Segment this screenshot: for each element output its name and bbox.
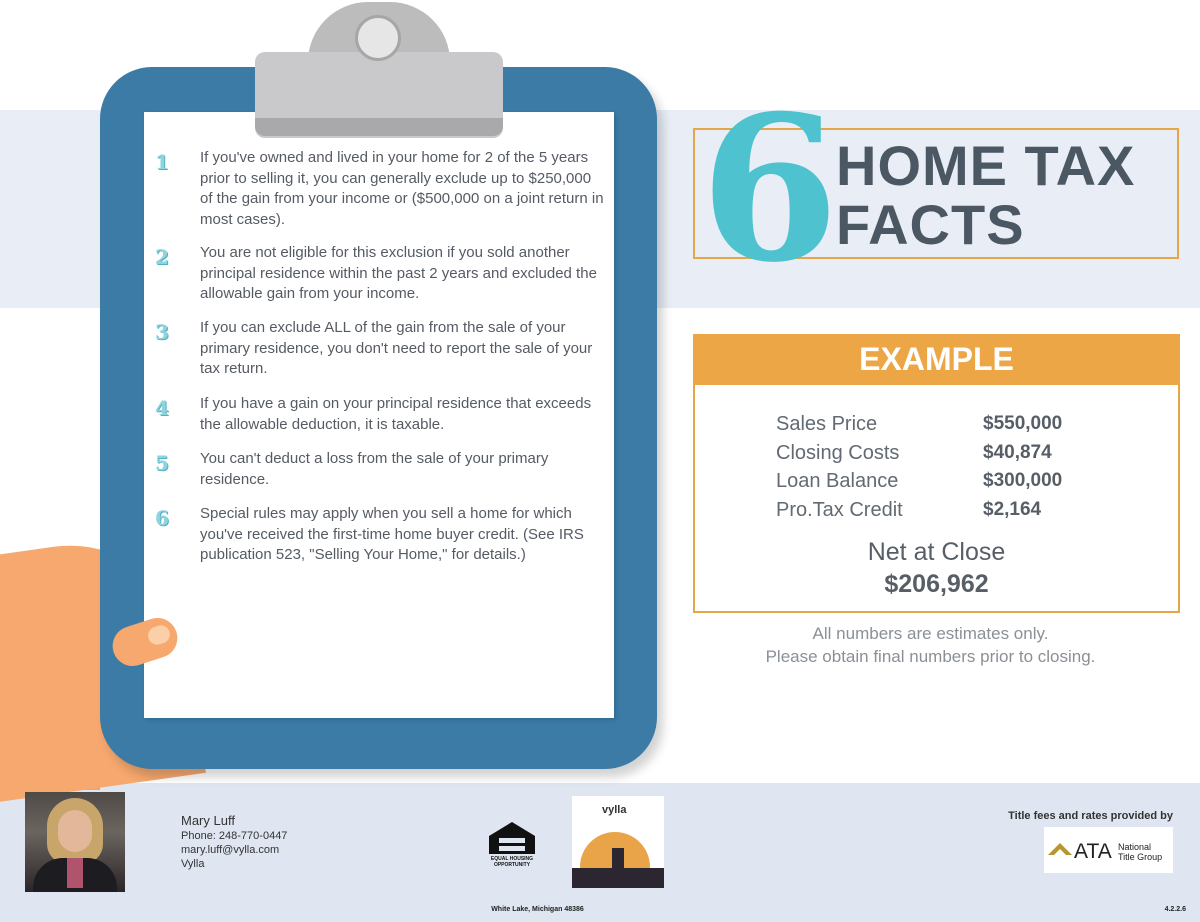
vylla-logo bbox=[572, 796, 664, 888]
page-title-line2: FACTS bbox=[836, 193, 1025, 256]
example-row-label: Loan Balance bbox=[776, 470, 899, 492]
photo-shirt bbox=[67, 858, 83, 888]
fact-number: 6 bbox=[155, 506, 169, 530]
agent-company: Vylla bbox=[181, 858, 205, 870]
ata-subtitle bbox=[1118, 842, 1162, 862]
photo-face bbox=[58, 810, 92, 852]
fact-text: You are not eligible for this exclusion if you sold another principal residence within the past 2 years and excluded the allowable gain from your income. bbox=[200, 244, 597, 302]
title-fees-label: Title fees and rates provided by bbox=[1008, 810, 1173, 822]
disclaimer bbox=[693, 622, 1168, 668]
title-number: 6 bbox=[700, 72, 840, 307]
example-row-label: Sales Price bbox=[776, 413, 878, 435]
example-row-label: Pro.Tax Credit bbox=[776, 499, 903, 521]
example-row-value: $2,164 bbox=[983, 499, 1042, 520]
net-at-close-label: Net at Close bbox=[867, 538, 1006, 566]
clip-hole bbox=[355, 15, 401, 61]
office-address: White Lake, Michigan 48386 bbox=[491, 906, 584, 913]
ata-sub-line1: National bbox=[1118, 842, 1152, 852]
fact-text: If you can exclude ALL of the gain from the sale of your primary residence, you don't need to report the sale of your tax return. bbox=[200, 319, 593, 377]
example-row-value: $550,000 bbox=[983, 413, 1063, 434]
fact-number: 4 bbox=[155, 396, 169, 420]
fact-text: You can't deduct a loss from the sale of your primary residence. bbox=[200, 450, 549, 488]
agent-email[interactable]: mary.luff@vylla.com bbox=[181, 844, 280, 856]
ata-swoosh-icon bbox=[1048, 842, 1072, 856]
vylla-skyline bbox=[572, 868, 664, 888]
example-row bbox=[776, 413, 1156, 441]
fact-number: 5 bbox=[155, 451, 169, 475]
example-heading: EXAMPLE bbox=[693, 334, 1180, 385]
fact-number: 3 bbox=[155, 320, 169, 344]
fact-text: If you've owned and lived in your home for 2 of the 5 years prior to selling it, you can generally exclude up to $250,000 of the gain from your income or ($500,000 on a joint return in most cases). bbox=[200, 149, 604, 228]
example-row-value: $300,000 bbox=[983, 470, 1063, 491]
example-row bbox=[776, 499, 1156, 527]
version-number: 4.2.2.6 bbox=[1164, 906, 1186, 913]
fact-text: If you have a gain on your principal residence that exceeds the allowable deduction, it is taxable. bbox=[200, 395, 592, 433]
fact-number: 2 bbox=[155, 245, 169, 269]
agent-name: Mary Luff bbox=[181, 813, 235, 828]
disclaimer-line2: Please obtain final numbers prior to closing. bbox=[765, 647, 1096, 666]
disclaimer-line1: All numbers are estimates only. bbox=[812, 624, 1049, 643]
equal-housing-text: EQUAL HOUSING OPPORTUNITY bbox=[490, 856, 534, 868]
agent-photo bbox=[25, 792, 125, 892]
example-row bbox=[776, 442, 1156, 470]
vylla-wordmark: vylla bbox=[602, 804, 627, 816]
ata-letters: ATA bbox=[1074, 840, 1112, 863]
net-at-close-value: $206,962 bbox=[884, 570, 989, 598]
fact-text: Special rules may apply when you sell a home for which you've received the first-time home buyer credit. (See IRS publication 523, "Selling Your Home," for details.) bbox=[200, 505, 584, 563]
example-row-value: $40,874 bbox=[983, 442, 1052, 463]
fact-number: 1 bbox=[155, 150, 169, 174]
ata-sub-line2: Title Group bbox=[1118, 852, 1163, 862]
example-row bbox=[776, 470, 1156, 498]
clip-stripe bbox=[255, 118, 503, 136]
example-row-label: Closing Costs bbox=[776, 442, 900, 464]
page-title-line1: HOME TAX bbox=[836, 134, 1136, 197]
agent-phone: Phone: 248-770-0447 bbox=[181, 830, 288, 842]
